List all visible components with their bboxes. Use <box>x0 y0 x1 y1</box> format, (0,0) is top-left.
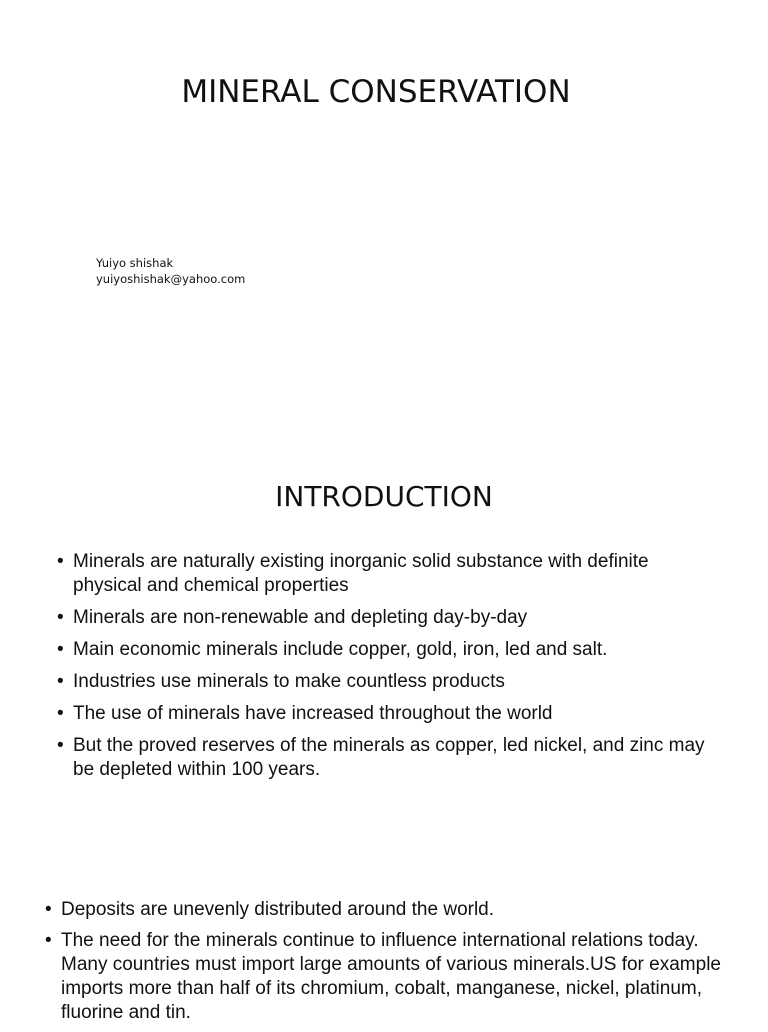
bullet-item: • Main economic minerals include copper, gold, iron, led and salt. <box>57 638 717 662</box>
bullet-item: • Minerals are naturally existing inorganic solid substance with definite physical and chemical properties <box>57 550 717 598</box>
author-block <box>96 255 245 287</box>
bullet-item: • But the proved reserves of the minerals as copper, led nickel, and zinc may be depleted within 100 years. <box>57 734 717 782</box>
bullet-item: • Industries use minerals to make countless products <box>57 670 717 694</box>
bullet-item: • Minerals are non-renewable and depleting day-by-day <box>57 606 717 630</box>
bullet-list <box>57 550 717 790</box>
slide-title: INTRODUCTION <box>275 480 493 513</box>
bullet-item: • The use of minerals have increased throughout the world <box>57 702 717 726</box>
author-name: Yuiyo shishak <box>96 256 174 270</box>
author-email: yuiyoshishak@yahoo.com <box>96 272 246 286</box>
bullet-list <box>45 898 725 1032</box>
bullet-item: • Deposits are unevenly distributed around the world. <box>45 898 725 922</box>
slide-title-page <box>0 0 768 420</box>
slide-title: MINERAL CONSERVATION <box>181 74 571 110</box>
bullet-item: • The need for the minerals continue to influence international relations today. Many countries must import large amounts of various minerals.US for example imports more than half of its chromium, cobalt, manganese, nickel, platinum, fluorine and tin. <box>45 929 725 1025</box>
slide-introduction <box>0 420 768 860</box>
slide-distribution <box>0 860 768 1024</box>
